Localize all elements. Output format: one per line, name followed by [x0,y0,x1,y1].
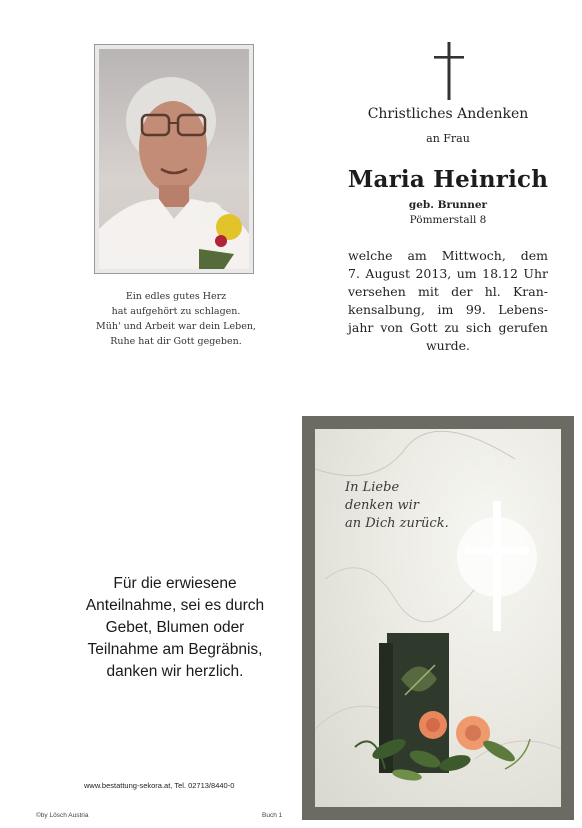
print-series-label: Buch 1 [262,812,283,819]
inscription-line: denken wir [345,498,419,513]
maiden-name: geb. Brunner [408,199,488,211]
obit-line: jahr von Gott zu sich gerufen [348,320,548,335]
poem-line: Müh' und Arbeit war dein Leben, [96,321,256,332]
obituary-text [348,247,548,355]
poem-line: Ein edles gutes Herz [125,291,227,302]
portrait-frame [94,44,254,274]
address: Pömmerstall 8 [409,214,487,226]
portrait-photo [99,49,249,269]
obit-line: kensalbung, im 99. Lebens- [348,302,548,317]
memorial-picture-card [302,416,574,820]
thanks-line: danken wir herzlich. [106,663,244,680]
cross-icon [432,42,466,100]
poem-line: Ruhe hat dir Gott gegeben. [110,336,242,347]
deceased-name: Maria Heinrich [347,166,549,193]
obit-line: 7. August 2013, um 18.12 Uhr [348,266,548,281]
card-inscription [345,479,449,533]
inscription-line: an Dich zurück. [345,516,449,531]
funeral-home-contact: www.bestattung-sekora.at, Tel. 02713/8440-0 [84,781,235,790]
thank-you-text [50,573,300,683]
inscription-line: In Liebe [345,480,400,495]
copyright-note: ©by Lösch Austria [36,812,89,819]
card-title: Christliches Andenken [367,106,529,122]
poem-line: hat aufgehört zu schlagen. [111,306,241,317]
thanks-line: Teilnahme am Begräbnis, [87,641,263,658]
portrait-illustration [99,49,249,269]
obit-line: wurde. [425,338,471,353]
thanks-line: Gebet, Blumen oder [105,619,245,636]
salutation: an Frau [426,132,470,145]
thanks-line: Anteilnahme, sei es durch [85,597,265,614]
obit-line: welche am Mittwoch, dem [348,248,548,263]
memorial-poem [96,289,256,349]
obit-line: versehen mit der hl. Kran- [348,284,548,299]
card-artwork [315,429,561,807]
thanks-line: Für die erwiesene [113,575,237,592]
